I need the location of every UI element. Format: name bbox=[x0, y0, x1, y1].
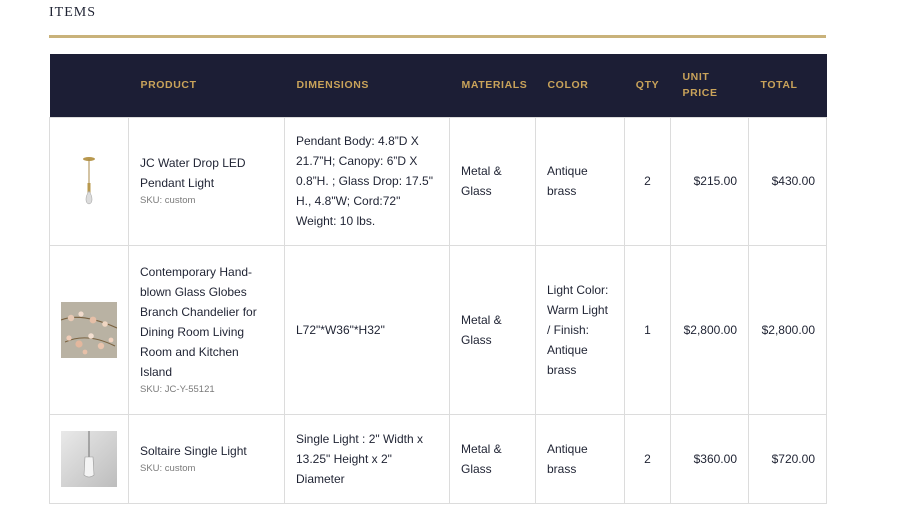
unit-price-cell: $215.00 bbox=[671, 117, 749, 245]
total-cell: $2,800.00 bbox=[749, 245, 827, 414]
header-qty: QTY bbox=[635, 79, 660, 92]
header-dimensions: DIMENSIONS bbox=[296, 79, 370, 92]
total-cell: $720.00 bbox=[749, 414, 827, 503]
product-sku: SKU: custom bbox=[140, 462, 196, 474]
product-sku: SKU: JC-Y-55121 bbox=[140, 383, 215, 395]
single-light-thumbnail[interactable] bbox=[61, 431, 117, 487]
product-name[interactable]: Contemporary Hand-blown Glass Globes Branch Chandelier for Dining Room Living Room and Kitchen Island bbox=[140, 264, 257, 379]
header-unit-price-line1: UNIT bbox=[682, 71, 710, 84]
product-cell bbox=[129, 414, 285, 503]
product-name[interactable]: JC Water Drop LED Pendant Light bbox=[140, 156, 246, 190]
header-product: PRODUCT bbox=[140, 79, 197, 92]
color-cell: Antique brass bbox=[536, 117, 625, 245]
product-image-cell bbox=[50, 117, 129, 245]
items-table bbox=[49, 54, 827, 504]
qty-cell: 1 bbox=[625, 245, 671, 414]
qty-cell: 2 bbox=[625, 117, 671, 245]
materials-cell: Metal & Glass bbox=[450, 414, 536, 503]
header-image bbox=[50, 54, 129, 117]
product-name[interactable]: Soltaire Single Light bbox=[140, 443, 247, 458]
table-header-row bbox=[50, 54, 827, 117]
header-total: TOTAL bbox=[760, 79, 798, 92]
qty-cell: 2 bbox=[625, 414, 671, 503]
table-row bbox=[50, 245, 827, 414]
dimensions-cell: L72"*W36"*H32" bbox=[285, 245, 450, 414]
materials-cell: Metal & Glass bbox=[450, 245, 536, 414]
color-cell: Light Color: Warm Light / Finish: Antique brass bbox=[536, 245, 625, 414]
chandelier-thumbnail[interactable] bbox=[61, 302, 117, 358]
product-cell bbox=[129, 117, 285, 245]
color-cell: Antique brass bbox=[536, 414, 625, 503]
product-image-cell bbox=[50, 414, 129, 503]
header-color: COLOR bbox=[547, 79, 589, 92]
dimensions-cell: Single Light : 2" Width x 13.25" Height x 2" Diameter bbox=[285, 414, 450, 503]
total-cell: $430.00 bbox=[749, 117, 827, 245]
table-row bbox=[50, 414, 827, 503]
product-image-cell bbox=[50, 245, 129, 414]
table-row bbox=[50, 117, 827, 245]
dimensions-cell: Pendant Body: 4.8”D X 21.7”H; Canopy: 6”D X 0.8”H. ; Glass Drop: 17.5" H., 4.8"W; Cord:72" Weight: 10 lbs. bbox=[285, 117, 450, 245]
section-title: ITEMS bbox=[49, 5, 96, 20]
pendant-light-thumbnail[interactable] bbox=[61, 153, 117, 209]
unit-price-cell: $360.00 bbox=[671, 414, 749, 503]
header-unit-price-line2: PRICE bbox=[682, 87, 718, 100]
unit-price-cell: $2,800.00 bbox=[671, 245, 749, 414]
product-sku: SKU: custom bbox=[140, 195, 196, 206]
header-unit-price bbox=[671, 54, 749, 117]
header-materials: MATERIALS bbox=[461, 79, 528, 92]
materials-cell: Metal & Glass bbox=[450, 117, 536, 245]
gold-divider bbox=[49, 35, 826, 38]
product-cell bbox=[129, 245, 285, 414]
